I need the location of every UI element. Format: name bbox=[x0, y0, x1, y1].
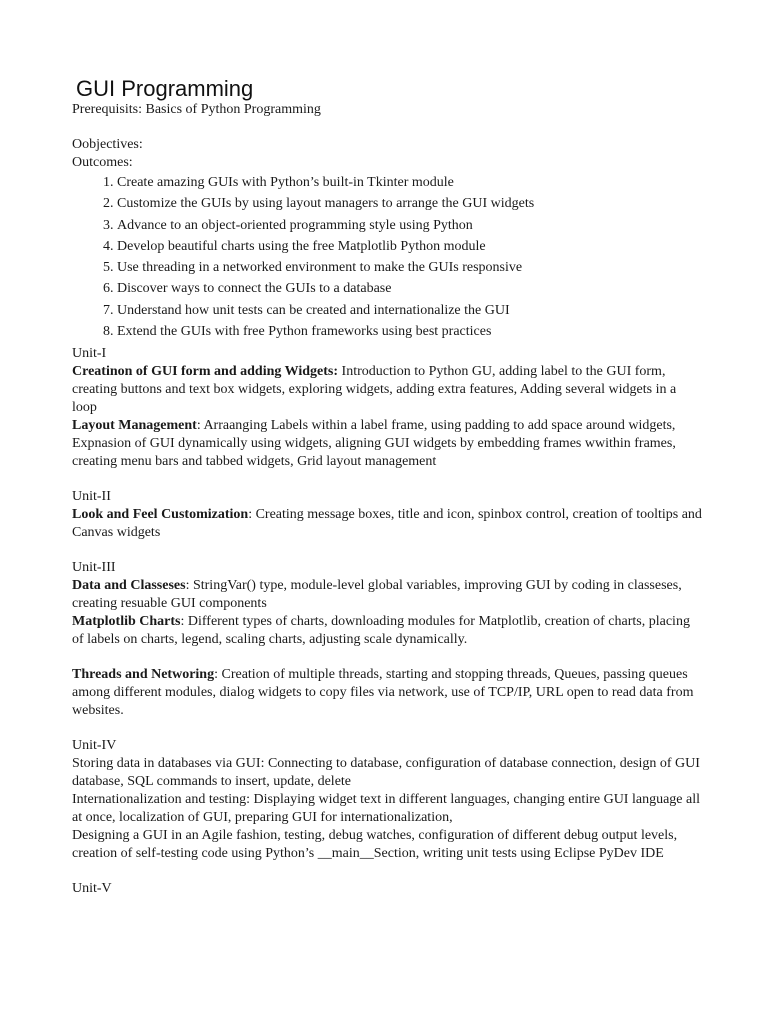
unit-1-topic-layout bbox=[72, 417, 702, 471]
unit-3-topic-data-classes bbox=[72, 577, 702, 613]
outcomes-list bbox=[72, 172, 702, 342]
unit-3-heading: Unit-III bbox=[72, 560, 116, 576]
unit-1-heading: Unit-I bbox=[72, 346, 107, 362]
list-item: 1. Create amazing GUIs with Python’s built-in Tkinter module bbox=[117, 172, 702, 193]
topic-text: : Different types of charts, downloading modules for Matplotlib, creation of charts, placing of labels on charts, legend, scaling charts, adjusting scale dynamically. bbox=[72, 614, 690, 648]
unit-3-topic-threads bbox=[72, 666, 702, 720]
unit-5-heading: Unit-V bbox=[72, 881, 112, 897]
unit-4-para-internationalization: Internationalization and testing: Displaying widget text in different languages, changing entire GUI language all at once, localization of GUI, preparing GUI for internationalization, bbox=[72, 792, 700, 826]
unit-4-heading: Unit-IV bbox=[72, 738, 117, 754]
list-item: 3. Advance to an object-oriented programming style using Python bbox=[117, 215, 702, 236]
list-item: 8. Extend the GUIs with free Python frameworks using best practices bbox=[117, 321, 702, 342]
prerequisites-line: Prerequisits: Basics of Python Programming bbox=[72, 102, 321, 117]
topic-text: : StringVar() type, module-level global variables, improving GUI by coding in classeses, creating resuable GUI components bbox=[72, 578, 682, 612]
list-item: 5. Use threading in a networked environment to make the GUIs responsive bbox=[117, 257, 702, 278]
unit-2-topic-look-feel bbox=[72, 506, 702, 542]
topic-text: : Arraanging Labels within a label frame, using padding to add space around widgets, Expnasion of GUI dynamically using widgets, aligning GUI widgets by embedding frames wwithin frames, creating menu bars and tabbed widgets, Grid layout management bbox=[72, 418, 676, 470]
topic-title: Look and Feel Customization bbox=[72, 507, 249, 523]
topic-text: : Creation of multiple threads, starting and stopping threads, Queues, passing queues among different modules, dialog widgets to copy files via network, use of TCP/IP, URL open to read data from websites. bbox=[72, 667, 694, 719]
page-title: GUI Programming bbox=[76, 76, 254, 101]
topic-text: Introduction to Python GU, adding label to the GUI form, creating buttons and text box widgets, exploring widgets, adding extra features, Adding several widgets in a loop bbox=[72, 364, 677, 416]
objectives-label: Oobjectives: bbox=[72, 137, 143, 152]
topic-title: Threads and Networing bbox=[72, 667, 215, 683]
unit-2-heading: Unit-II bbox=[72, 489, 111, 505]
unit-3-topic-matplotlib bbox=[72, 613, 702, 649]
topic-title: Creatinon of GUI form and adding Widgets: bbox=[72, 364, 339, 380]
document-body bbox=[72, 101, 702, 898]
list-item: 6. Discover ways to connect the GUIs to a database bbox=[117, 278, 702, 299]
outcomes-label: Outcomes: bbox=[72, 155, 133, 170]
topic-title: Matplotlib Charts bbox=[72, 614, 181, 630]
topic-title: Layout Management bbox=[72, 418, 197, 434]
list-item: 4. Develop beautiful charts using the free Matplotlib Python module bbox=[117, 236, 702, 257]
unit-4-para-databases: Storing data in databases via GUI: Connecting to database, configuration of database connection, design of GUI database, SQL commands to insert, update, delete bbox=[72, 756, 700, 790]
unit-4-para-testing: Designing a GUI in an Agile fashion, testing, debug watches, configuration of different debug output levels, creation of self-testing code using Python’s __main__Section, writing unit tests using Eclipse PyDev IDE bbox=[72, 828, 678, 862]
unit-1-topic-gui-form bbox=[72, 363, 702, 417]
list-item: 2. Customize the GUIs by using layout managers to arrange the GUI widgets bbox=[117, 193, 702, 214]
topic-text: : Creating message boxes, title and icon, spinbox control, creation of tooltips and Canvas widgets bbox=[72, 507, 702, 541]
topic-title: Data and Classeses bbox=[72, 578, 186, 594]
list-item: 7. Understand how unit tests can be created and internationalize the GUI bbox=[117, 300, 702, 321]
